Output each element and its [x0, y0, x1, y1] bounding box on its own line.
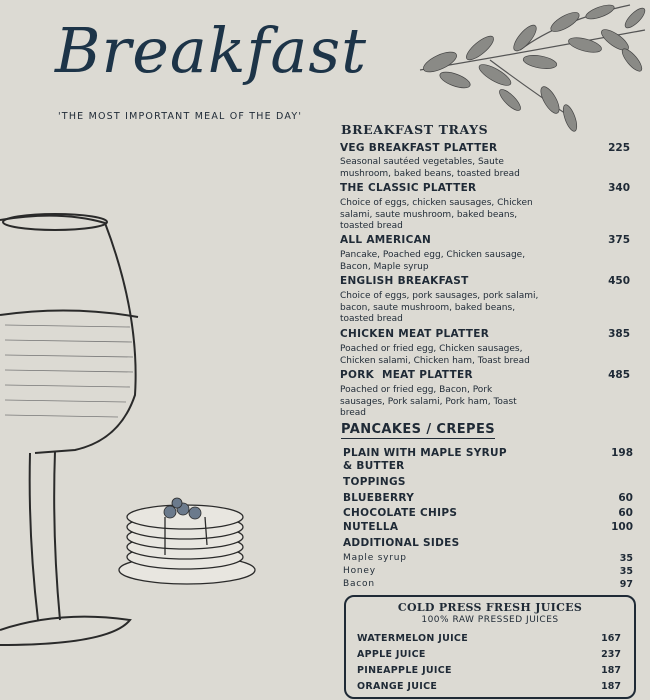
topping-name: NUTELLA: [343, 521, 399, 533]
juice-name: ORANGE JUICE: [357, 681, 438, 692]
juice-name: APPLE JUICE: [357, 649, 426, 660]
juice-price: 167: [601, 633, 621, 644]
side-price: 35: [619, 566, 633, 577]
additional-sides-heading: ADDITIONAL SIDES: [343, 537, 460, 549]
side-price: 35: [619, 553, 633, 564]
topping-price: 100: [611, 521, 633, 533]
menu-item-description: Choice of eggs, pork sausages, pork salami, bacon, saute mushroom, baked beans, toasted bread: [340, 291, 539, 324]
menu-item-description: Seasonal sautéed vegetables, Saute mushroom, baked beans, toasted bread: [340, 157, 520, 179]
menu-item-name: PORK MEAT PLATTER: [340, 369, 473, 381]
breakfast-trays-heading: BREAKFAST TRAYS: [341, 122, 489, 137]
juices-heading: COLD PRESS FRESH JUICES: [397, 601, 583, 614]
side-price: 97: [619, 579, 633, 590]
tagline: 'THE MOST IMPORTANT MEAL OF THE DAY': [58, 111, 303, 122]
topping-price: 60: [618, 492, 633, 504]
topping-price: 60: [618, 507, 633, 519]
juice-price: 187: [601, 665, 621, 676]
side-name: Maple syrup: [343, 553, 407, 563]
menu-item-name: THE CLASSIC PLATTER: [340, 182, 477, 194]
menu-item-name: ENGLISH BREAKFAST: [340, 275, 469, 287]
menu-item-description: Poached or fried egg, Bacon, Pork sausages, Pork salami, Pork ham, Toast bread: [340, 385, 517, 418]
menu-item-price: 225: [608, 142, 630, 154]
leaf-branch-illustration: [400, 0, 650, 135]
juice-price: 187: [601, 681, 621, 692]
side-name: Bacon: [343, 579, 375, 589]
menu-item-description: Choice of eggs, chicken sausages, Chicken salami, saute mushroom, baked beans, toasted bread: [340, 198, 533, 231]
menu-item-description: Pancake, Poached egg, Chicken sausage, Bacon, Maple syrup: [340, 250, 526, 272]
topping-name: CHOCOLATE CHIPS: [343, 507, 458, 519]
menu-item-price: 198: [611, 447, 633, 459]
menu-item-name: PLAIN WITH MAPLE SYRUP & BUTTER: [343, 447, 507, 472]
menu-item-description: Poached or fried egg, Chicken sausages, Chicken salami, Chicken ham, Toast bread: [340, 344, 530, 366]
juices-box: [344, 595, 636, 699]
menu-item-name: ALL AMERICAN: [340, 234, 432, 246]
juices-subheading: 100% RAW PRESSED JUICES: [421, 615, 559, 625]
menu-item-name: VEG BREAKFAST PLATTER: [340, 142, 498, 154]
pancake-stack-illustration: [115, 495, 260, 590]
menu-item-price: 375: [608, 234, 630, 246]
juice-name: PINEAPPLE JUICE: [357, 665, 452, 676]
menu-item-price: 385: [608, 328, 630, 340]
menu-item-price: 485: [608, 369, 630, 381]
topping-name: BLUEBERRY: [343, 492, 415, 504]
menu-item-price: 340: [608, 182, 630, 194]
pancakes-heading: PANCAKES / CREPES: [341, 422, 495, 437]
toppings-heading: TOPPINGS: [343, 476, 406, 488]
juice-price: 237: [601, 649, 621, 660]
side-name: Honey: [343, 566, 376, 576]
menu-item-name: CHICKEN MEAT PLATTER: [340, 328, 490, 340]
page-title: Breakfast: [55, 14, 368, 87]
juice-name: WATERMELON JUICE: [357, 633, 468, 644]
menu-item-price: 450: [608, 275, 630, 287]
